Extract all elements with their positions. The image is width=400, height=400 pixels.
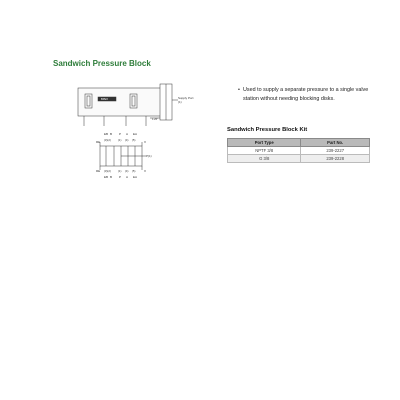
feature-bullet [238,86,370,103]
block-top-view [78,84,178,126]
table-row [228,147,370,155]
supply-port-code: (1) [178,100,182,104]
kit-table [227,138,370,163]
schematic-top-b: B [110,132,113,136]
kit-table-header [228,139,370,147]
block-label: BPEX [101,98,108,101]
schematic-bottom-code-3: (4) [125,169,129,173]
schematic-bottom-a: A [126,175,129,179]
schematic-top-code-3: (4) [125,138,129,142]
schematic-left-bottom: RE [96,169,101,173]
schematic-side-code: P(1) [146,154,152,158]
schematic-top-p: P [119,132,122,136]
schematic-top-ea: EA [133,132,138,136]
kit-cell-part-no: 239-2228 [301,155,370,163]
supply-port-label: Supply Port [178,96,194,100]
feature-bullet-text: Used to supply a separate pressure to a single valve station without needing blocking disks. [243,87,369,102]
schematic-bottom-p: P [119,175,122,179]
schematic-bottom-code-4: (5) [132,169,136,173]
kit-header-part-no: Part No. [301,139,370,147]
kit-cell-port-type: NPTF 3/8 [228,147,301,155]
bullet-dot-icon: • [238,87,240,93]
schematic-top-code-2: (1) [118,138,122,142]
schematic-top-code-1: (3)(2) [104,138,111,142]
dimension-label: 1.26" [152,118,158,121]
section-title: Sandwich Pressure Block [53,59,151,68]
kit-cell-port-type: G 3/8 [228,155,301,163]
schematic-left-top: RE [96,140,101,144]
schematic-bottom-eb: EB [104,175,109,179]
schematic-bottom-b: B [110,175,113,179]
schematic-top-code-4: (5) [132,138,136,142]
technical-drawing [70,80,200,195]
schematic-top-a: A [126,132,129,136]
table-row [228,155,370,163]
schematic-right-bottom: X [144,169,147,173]
kit-header-port-type: Port Type [228,139,301,147]
kit-title: Sandwich Pressure Block Kit [227,127,308,133]
schematic-right-top: X [144,140,147,144]
schematic-bottom-code-2: (1) [118,169,122,173]
schematic-top-eb: EB [104,132,109,136]
pneumatic-schematic [100,142,146,170]
schematic-bottom-code-1: (3)(2) [104,169,111,173]
kit-cell-part-no: 239-2227 [301,147,370,155]
schematic-bottom-ea: EA [133,175,138,179]
